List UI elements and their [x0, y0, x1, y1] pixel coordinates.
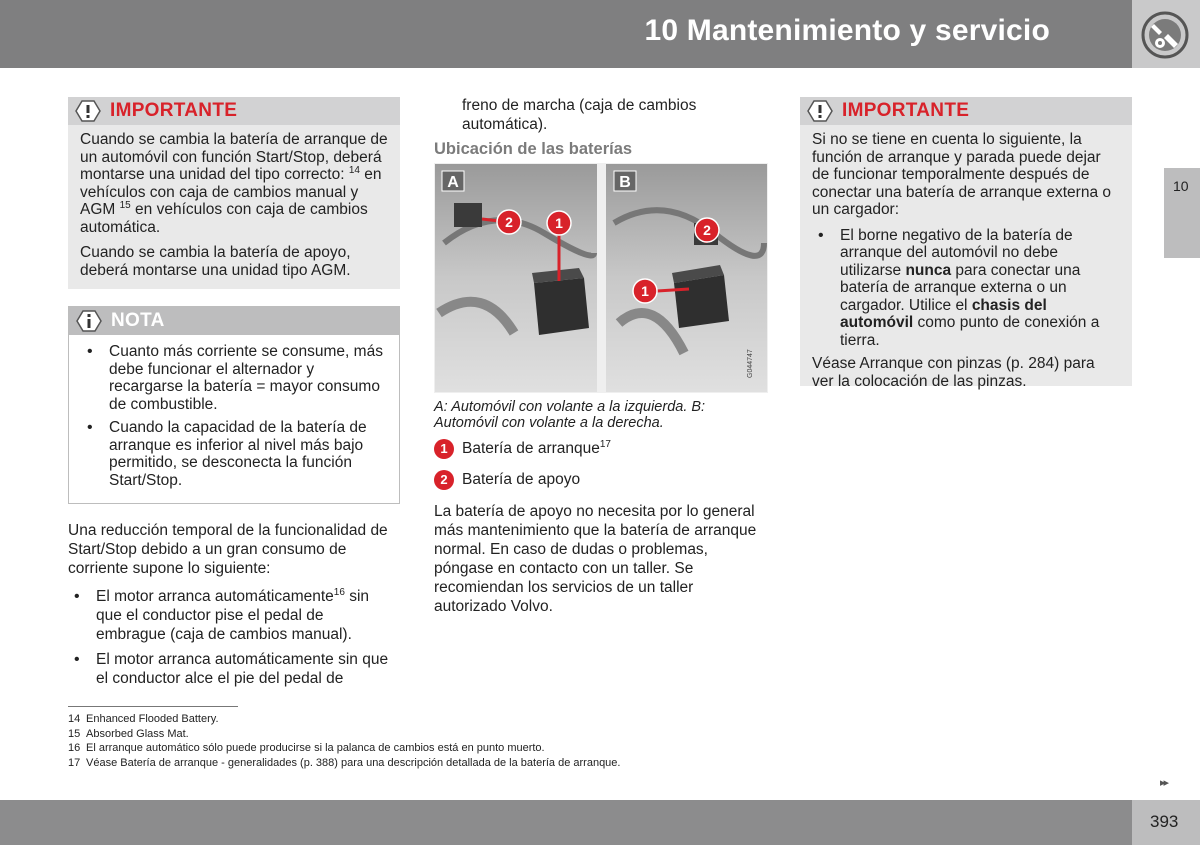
- footnote-number: 16: [68, 742, 81, 754]
- text-run: para conectar una batería de arranque externa o un cargador. Utilice el: [840, 261, 1081, 314]
- marker-2-b-label: 2: [703, 222, 711, 238]
- important-box-left: [68, 97, 400, 289]
- photo-caption: A: Automóvil con volante a la izquierda. B: Automóvil con volante a la derecha.: [434, 399, 706, 431]
- note-box-header: [69, 307, 399, 335]
- photo-label-a: A: [447, 174, 459, 191]
- footnote-number: 17: [68, 756, 81, 769]
- important-label: IMPORTANTE: [110, 100, 238, 121]
- continuation-text: freno de marcha (caja de cambios automática).: [462, 97, 697, 133]
- emphasis: nunca: [905, 261, 952, 279]
- important-body: [68, 125, 400, 297]
- important-paragraph-1: [80, 131, 388, 236]
- list-item: • Cuanto más corriente se consume, más debe funcionar el alternador y recargarse la batería = mayor consumo de combustible.: [81, 343, 387, 413]
- text-run: Cuando se cambia la batería de arranque de un automóvil con función Start/Stop, deberá montarse una unidad del tipo correcto:: [80, 131, 388, 183]
- effects-list: [68, 587, 396, 688]
- footnote-number: 15: [68, 727, 81, 740]
- battery-location-photo: [434, 163, 768, 393]
- chapter-tab-number: 10: [1173, 178, 1189, 194]
- section-heading: Ubicación de las baterías: [434, 140, 633, 158]
- important-label: IMPORTANTE: [842, 100, 970, 121]
- photo-label-b: B: [619, 174, 631, 191]
- warning-icon: [75, 100, 101, 122]
- engine-bay-illustration: [434, 163, 768, 393]
- legend-badge-2: 2: [434, 470, 454, 490]
- footnote: [68, 741, 620, 756]
- important-paragraph-2: Cuando se cambia la batería de apoyo, deberá montarse una unidad tipo AGM.: [80, 244, 351, 279]
- page-footer: [0, 800, 1132, 845]
- list-item: • Cuando la capacidad de la batería de arranque es inferior al nivel más bajo permitido, se desconecta la función Start/Stop.: [81, 419, 387, 489]
- page-header: [0, 0, 1132, 68]
- footnote: [68, 727, 620, 742]
- important-box-header: [68, 97, 400, 125]
- text-run: sin que el conductor pise el pedal de embrague (caja de cambios manual).: [96, 588, 370, 643]
- chapter-icon-box: [1132, 0, 1200, 68]
- note-list: [81, 343, 387, 489]
- note-label: NOTA: [111, 310, 165, 331]
- marker-1-b-label: 1: [641, 283, 649, 299]
- text-run: El borne negativo de la batería de arranque del automóvil no debe utilizarse: [840, 226, 1073, 279]
- legend-item: [434, 470, 764, 492]
- warning-icon: [807, 100, 833, 122]
- important-box-header: [800, 97, 1132, 125]
- footnote-number: 14: [68, 713, 81, 725]
- footnote: [68, 756, 620, 771]
- wrench-gear-icon: [1140, 10, 1190, 60]
- text-run: en vehículos con caja de cambios automática.: [80, 201, 368, 236]
- list-item: [68, 587, 396, 644]
- important-body: [800, 125, 1132, 408]
- note-box: [68, 306, 400, 504]
- footnote: [68, 712, 620, 727]
- middle-column: [434, 96, 768, 159]
- info-icon: [76, 310, 102, 332]
- legend-item: [434, 439, 764, 461]
- maintenance-paragraph: La batería de apoyo no necesita por lo general más mantenimiento que la batería de arranque normal. En caso de dudas o problemas, póngase en contacto con un taller. Se recomiendan los servicios de un taller autorizado Volvo.: [434, 503, 757, 615]
- page-number: 393: [1150, 812, 1179, 831]
- footnotes: [68, 712, 620, 770]
- next-page-arrows-icon: ▸▸: [1160, 777, 1168, 789]
- footnote-text: Enhanced Flooded Battery.: [86, 713, 219, 725]
- left-body-text: [68, 521, 396, 694]
- footnote-ref: 16: [333, 586, 345, 598]
- chapter-tab: [1164, 168, 1200, 258]
- footnote-ref: 15: [119, 199, 131, 211]
- marker-2-a-label: 2: [505, 214, 513, 230]
- legend-text: Batería de apoyo: [462, 471, 581, 488]
- footnote-divider: [68, 706, 238, 707]
- list-item: [812, 227, 1120, 350]
- note-body: [69, 335, 399, 505]
- legend-text: Batería de arranque: [462, 440, 600, 457]
- chapter-title: 10 Mantenimiento y servicio: [644, 14, 1050, 47]
- important-box-right: [800, 97, 1132, 390]
- photo-caption-block: [434, 399, 764, 616]
- emphasis: chasis del automóvil: [840, 296, 1047, 331]
- footnote-text: Véase Batería de arranque - generalidades (p. 388) para una descripción detallada de la batería de arranque.: [86, 756, 621, 769]
- text-run: El motor arranca automáticamente: [96, 588, 334, 605]
- important-list: [812, 227, 1120, 350]
- footnote-ref: 17: [599, 438, 611, 450]
- text-run: en vehículos con caja de cambios manual y AGM: [80, 166, 382, 218]
- intro-paragraph: Una reducción temporal de la funcionalidad de Start/Stop debido a un gran consumo de corriente supone lo siguiente:: [68, 522, 388, 577]
- photo-code: G044747: [747, 349, 754, 378]
- footnote-text: Absorbed Glass Mat.: [86, 727, 189, 740]
- footnote-ref: 14: [348, 164, 360, 176]
- marker-1-a-label: 1: [555, 215, 563, 231]
- list-item: • El motor arranca automáticamente sin que el conductor alce el pie del pedal de: [68, 650, 396, 688]
- text-run: como punto de conexión a tierra.: [840, 314, 1100, 349]
- important-intro: Si no se tiene en cuenta lo siguiente, la función de arranque y parada puede dejar de funcionar temporalmente después de conectar una batería de arranque externa o un cargador:: [812, 131, 1112, 218]
- legend-badge-1: 1: [434, 439, 454, 459]
- footnote-text: El arranque automático sólo puede producirse si la palanca de cambios está en punto muerto.: [86, 742, 545, 754]
- important-reference: Véase Arranque con pinzas (p. 284) para ver la colocación de las pinzas.: [812, 355, 1095, 390]
